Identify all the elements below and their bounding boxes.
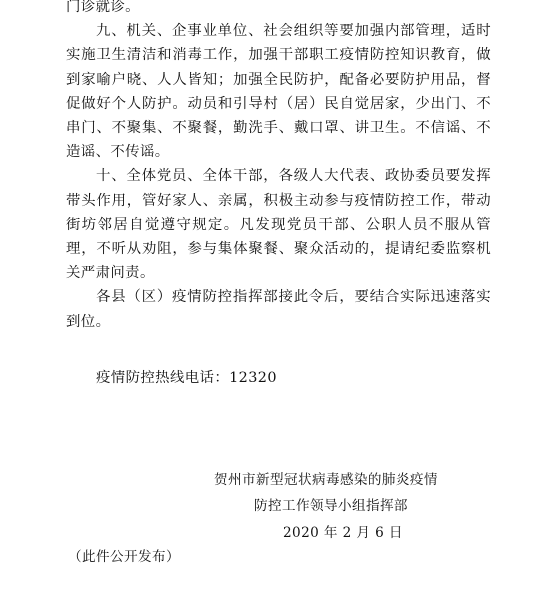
paragraph-item-ten: 十、全体党员、全体干部，各级人大代表、政协委员要发挥带头作用，管好家人、亲属，积极主动参与疫情防控工作，带动街坊邻居自觉遵守规定。凡发现党员干部、公职人员不服从管理，不听从劝阻，参与集体聚餐、聚众活动的，提请纪委监察机关严肃问责。 xyxy=(66,168,491,282)
document-body xyxy=(66,0,491,334)
paragraph-item-nine: 九、机关、企事业单位、社会组织等要加强内部管理，适时实施卫生清洁和消毒工作，加强干部职工疫情防控知识教育，做到家喻户晓、人人皆知；加强全民防护，配备必要防护用品，督促做好个人防护。动员和引导村（居）民自觉居家，少出门、不串门、不聚集、不聚餐，勤洗手、戴口罩、讲卫生。不信谣、不造谣、不传谣。 xyxy=(66,23,491,161)
paragraph-continuation: 门诊就诊。 xyxy=(66,0,140,15)
signature-date: 2020 年 2 月 6 日 xyxy=(283,525,403,541)
publication-note: （此件公开发布） xyxy=(68,549,180,565)
paragraph-closing: 各县（区）疫情防控指挥部接此令后，要结合实际迅速落实到位。 xyxy=(66,289,491,330)
hotline-text: 疫情防控热线电话：12320 xyxy=(96,370,277,386)
signature-org-line1: 贺州市新型冠状病毒感染的肺炎疫情 xyxy=(214,472,438,488)
signature-org-line2: 防控工作领导小组指挥部 xyxy=(254,498,408,514)
